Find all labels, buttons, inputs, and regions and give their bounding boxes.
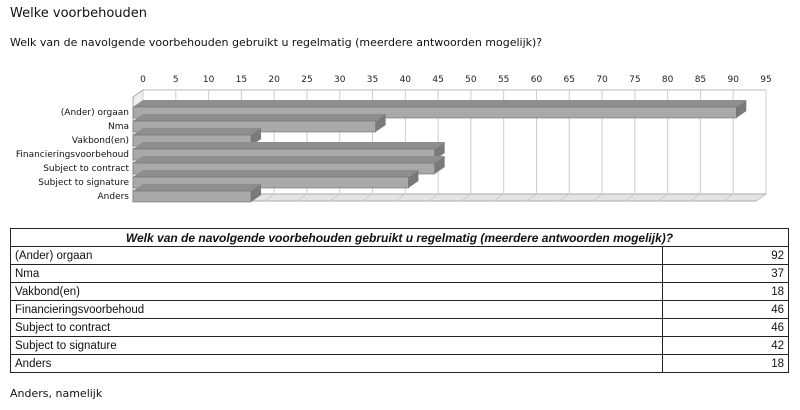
bar-top-face (133, 128, 261, 135)
table-row-value: 42 (663, 337, 789, 355)
x-tick-label: 0 (140, 75, 146, 85)
table-row-label: Subject to signature (11, 337, 663, 355)
question-text: Welk van de navolgende voorbehouden gebruikt u regelmatig (meerdere antwoorden mogelijk)? (10, 36, 543, 49)
y-category-label: Vakbond(en) (71, 136, 129, 146)
table-row (11, 319, 789, 337)
y-category-label: Anders (97, 192, 129, 202)
x-tick-label: 40 (399, 75, 412, 85)
table-row-label: Subject to contract (11, 319, 663, 337)
table-row (11, 265, 789, 283)
x-tick-label: 55 (497, 75, 510, 85)
y-axis-categories (16, 108, 130, 202)
bar-top-face (133, 184, 261, 191)
table-row-value: 18 (663, 355, 789, 373)
x-tick-label: 30 (334, 75, 346, 85)
table-header: Welk van de navolgende voorbehouden gebruikt u regelmatig (meerdere antwoorden mogelijk)? (11, 229, 789, 247)
table-row-label: Nma (11, 265, 663, 283)
bar-top-face (133, 100, 746, 107)
x-tick-label: 70 (596, 75, 608, 85)
x-tick-label: 90 (727, 75, 739, 85)
table-row (11, 355, 789, 373)
results-table (10, 228, 789, 373)
x-tick-label: 80 (661, 75, 674, 85)
x-axis-ticks (140, 75, 772, 85)
table-row-value: 46 (663, 301, 789, 319)
x-tick-label: 15 (235, 75, 248, 85)
table-row-value: 92 (663, 247, 789, 265)
table-row-label: Financieringsvoorbehoud (11, 301, 663, 319)
table-row (11, 283, 789, 301)
table-row-value: 37 (663, 265, 789, 283)
table-row-value: 18 (663, 283, 789, 301)
bar-top-face (133, 170, 418, 177)
bar-top-face (133, 142, 445, 149)
bar (133, 191, 251, 202)
x-tick-label: 60 (530, 75, 543, 85)
y-category-label: Subject to signature (38, 178, 129, 188)
table-row-value: 46 (663, 319, 789, 337)
table-row-label: Anders (11, 355, 663, 373)
x-tick-label: 5 (172, 75, 179, 85)
x-tick-label: 75 (629, 75, 641, 85)
x-tick-label: 85 (694, 75, 707, 85)
table-row (11, 301, 789, 319)
y-category-label: Financieringsvoorbehoud (15, 150, 129, 160)
table-header-row (11, 229, 789, 247)
y-category-label: Subject to contract (43, 164, 129, 174)
x-tick-label: 25 (301, 75, 313, 85)
bar-chart (0, 66, 800, 216)
bar-top-face (133, 114, 386, 121)
x-tick-label: 10 (202, 75, 215, 85)
table-row-label: Vakbond(en) (11, 283, 663, 301)
table-row (11, 247, 789, 265)
x-tick-label: 95 (760, 75, 772, 85)
table-row (11, 337, 789, 355)
x-tick-label: 65 (563, 75, 575, 85)
section-title: Welke voorbehouden (10, 6, 148, 21)
x-tick-label: 35 (366, 75, 379, 85)
y-category-label: (Ander) orgaan (60, 108, 129, 118)
x-tick-label: 50 (465, 75, 477, 85)
x-tick-label: 20 (268, 75, 280, 85)
table-row-label: (Ander) orgaan (11, 247, 663, 265)
x-tick-label: 45 (432, 75, 444, 85)
y-category-label: Nma (107, 122, 129, 132)
bar-top-face (133, 156, 445, 163)
footer-text: Anders, namelijk (10, 387, 103, 400)
